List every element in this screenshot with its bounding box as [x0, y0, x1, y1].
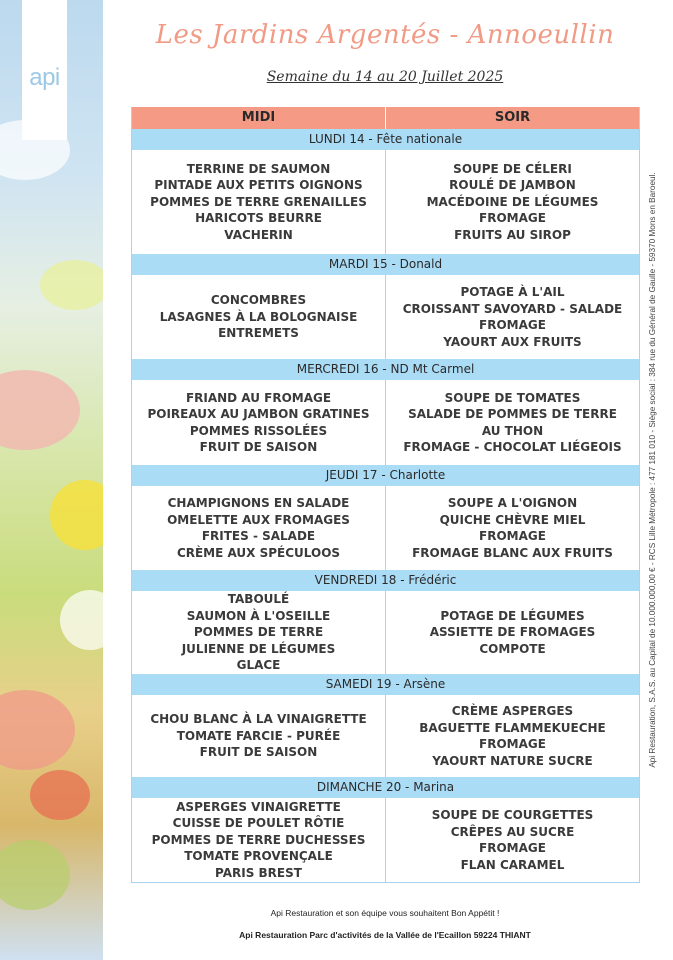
dish-item: FROMAGE — [479, 737, 546, 751]
midi-cell — [132, 486, 386, 570]
dish-item: POMMES RISSOLÉES — [189, 423, 328, 438]
dish-item: YAOURT AUX FRUITS — [443, 334, 582, 349]
dish-item: TERRINE DE SAUMON — [186, 161, 331, 176]
day-header: DIMANCHE 20 - Marina — [132, 777, 639, 798]
dish-item: FROMAGE BLANC AUX FRUITS — [412, 545, 613, 560]
dish-item: FROMAGE — [479, 318, 546, 332]
dish-item: JULIENNE DE LÉGUMES — [181, 641, 336, 656]
dish-item: ENTREMETS — [218, 326, 299, 341]
dish-item: FROMAGE — [479, 529, 546, 543]
dish-item: POTAGE DE LÉGUMES — [440, 608, 585, 623]
dish-item: VACHERIN — [224, 227, 293, 242]
soir-cell — [386, 695, 639, 777]
dish-item: CONCOMBRES — [210, 293, 307, 308]
dish-item: FROMAGE — [479, 841, 546, 855]
menu-table — [131, 107, 640, 883]
soir-cell — [386, 798, 639, 882]
dish-item: YAOURT NATURE SUCRE — [432, 753, 593, 768]
dish-item: ASPERGES VINAIGRETTE — [176, 799, 341, 814]
dish-item: MACÉDOINE DE LÉGUMES — [426, 194, 599, 209]
dish-item: CHOU BLANC À LA VINAIGRETTE — [150, 712, 367, 727]
dish-item: HARICOTS BEURRE — [195, 211, 322, 226]
midi-cell — [132, 150, 386, 254]
dish-item: SOUPE DE COURGETTES — [431, 808, 594, 822]
day-menu-row — [132, 275, 639, 359]
dish-item: TABOULÉ — [227, 592, 290, 607]
dish-item: TOMATE PROVENÇALE — [184, 849, 333, 864]
dish-item: POTAGE À L'AIL — [460, 285, 565, 299]
midi-cell — [132, 695, 386, 777]
footer-message: Api Restauration et son équipe vous souhaitent Bon Appétit ! — [270, 908, 500, 918]
dish-item: OMELETTE AUX FROMAGES — [167, 512, 350, 527]
day-header: JEUDI 17 - Charlotte — [132, 465, 639, 486]
day-header: MERCREDI 16 - ND Mt Carmel — [132, 359, 639, 380]
dish-item: CUISSE DE POULET RÔTIE — [172, 816, 345, 831]
dish-item: POIREAUX AU JAMBON GRATINES — [147, 407, 370, 421]
dish-item: PINTADE AUX PETITS OIGNONS — [154, 178, 363, 193]
dish-item: FRUIT DE SAISON — [199, 440, 318, 454]
dish-item: LASAGNES À LA BOLOGNAISE — [159, 309, 358, 324]
dish-item: CHAMPIGNONS EN SALADE — [167, 496, 350, 510]
soir-cell — [386, 486, 639, 570]
dish-item: POMMES DE TERRE — [193, 625, 324, 640]
soir-cell — [386, 591, 639, 674]
column-header-midi: MIDI — [132, 107, 386, 129]
soir-cell — [386, 150, 639, 254]
dish-item: FRITES - SALADE — [201, 529, 316, 543]
day-menu-row — [132, 695, 639, 777]
dish-item: COMPOTE — [479, 641, 546, 656]
day-menu-row — [132, 380, 639, 465]
dish-item: POMMES DE TERRE GRENAILLES — [150, 194, 367, 209]
dish-item: CROISSANT SAVOYARD - SALADE — [402, 301, 623, 316]
day-header: MARDI 15 - Donald — [132, 254, 639, 275]
day-header: VENDREDI 18 - Frédéric — [132, 570, 639, 591]
midi-cell — [132, 380, 386, 465]
days-container — [132, 129, 639, 882]
dish-item: FROMAGE — [479, 211, 546, 226]
page-title: Les Jardins Argentés - Annoeullin — [155, 20, 615, 50]
day-menu-row — [132, 591, 639, 674]
dish-item: SOUPE A L'OIGNON — [447, 496, 578, 510]
dish-item: FRIAND AU FROMAGE — [185, 390, 332, 405]
column-header-soir: SOIR — [494, 110, 531, 125]
footer-address: Api Restauration Parc d'activités de la Vallée de l'Ecaillon 59224 THIANT — [239, 930, 531, 940]
midi-cell — [132, 591, 386, 674]
midi-cell — [132, 275, 386, 359]
api-logo: api — [29, 64, 60, 91]
dish-item: CRÈME ASPERGES — [451, 704, 574, 718]
dish-item: GLACE — [236, 658, 281, 673]
soir-cell — [386, 275, 639, 359]
day-menu-row — [132, 798, 639, 882]
dish-item: FRUIT DE SAISON — [199, 745, 318, 760]
dish-item: AU THON — [481, 423, 544, 438]
dish-item: TOMATE FARCIE - PURÉE — [176, 728, 341, 743]
dish-item: POMMES DE TERRE DUCHESSES — [151, 832, 366, 847]
dish-item: ROULÉ DE JAMBON — [449, 178, 576, 193]
midi-cell — [132, 798, 386, 882]
day-menu-row — [132, 150, 639, 254]
soir-cell — [386, 380, 639, 465]
dish-item: BAGUETTE FLAMMEKUECHE — [419, 720, 606, 735]
dish-item: QUICHE CHÈVRE MIEL — [439, 512, 586, 527]
legal-notice: Api Restauration, S.A.S. au Capital de 10.000.000,00 € - RCS Lille Métropole : 477 181 010 - Siège social : 384 rue du Général de Gaulle - 59370 Mons en Baroeul. — [648, 172, 657, 768]
dish-item: PARIS BREST — [215, 865, 302, 880]
menu-header-row — [132, 107, 639, 129]
dish-item: SALADE DE POMMES DE TERRE — [408, 407, 617, 421]
dish-item: CRÈME AUX SPÉCULOOS — [176, 545, 341, 560]
day-menu-row — [132, 486, 639, 570]
week-subtitle: Semaine du 14 au 20 Juillet 2025 — [266, 69, 504, 85]
dish-item: FLAN CARAMEL — [460, 857, 565, 872]
dish-item: ASSIETTE DE FROMAGES — [429, 625, 596, 640]
day-header: SAMEDI 19 - Arsène — [132, 674, 639, 695]
dish-item: FROMAGE - CHOCOLAT LIÉGEOIS — [403, 440, 622, 454]
day-header: LUNDI 14 - Fête nationale — [132, 129, 639, 150]
dish-item: CRÊPES AU SUCRE — [450, 824, 575, 839]
dish-item: FRUITS AU SIROP — [454, 227, 571, 242]
dish-item: SAUMON À L'OSEILLE — [186, 608, 331, 623]
dish-item: SOUPE DE TOMATES — [444, 390, 581, 405]
dish-item: SOUPE DE CÉLERI — [453, 161, 572, 176]
floral-sidebar-image — [0, 0, 103, 960]
